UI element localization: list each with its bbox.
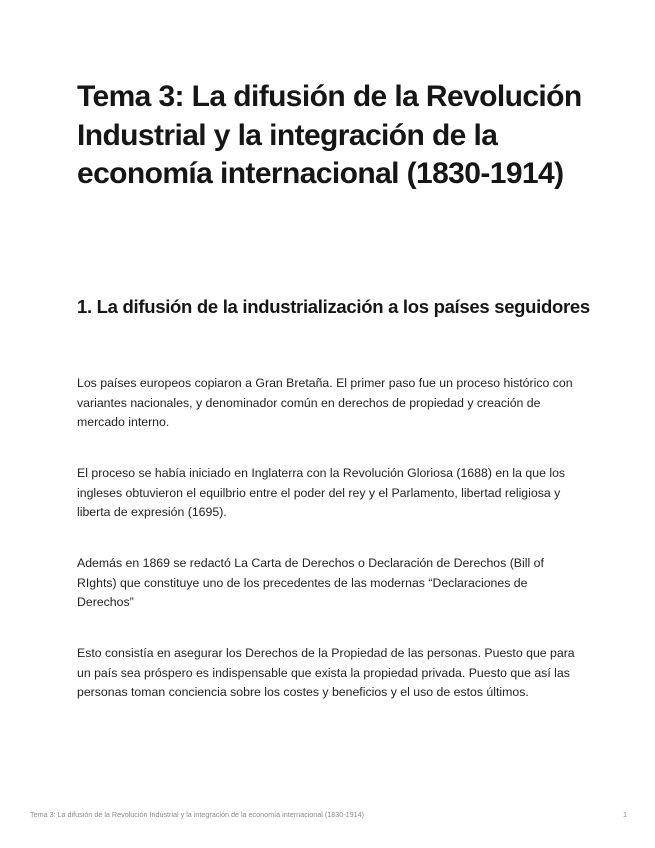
document-title: Tema 3: La difusión de la Revolución Industrial y la integración de la economía internacional (1830-1914) <box>77 80 582 190</box>
paragraph-4: Esto consistía en asegurar los Derechos de la Propiedad de las personas. Puesto que para un país sea próspero es indispensable que exista la propiedad privada. Puesto que así las personas toman conciencia sobre los costes y beneficios y el uso de estos últimos. <box>77 646 575 700</box>
footer-running-title: Tema 3: La difusión de la Revolución Industrial y la integración de la economía internacional (1830-1914) <box>30 809 365 819</box>
page-footer <box>30 808 627 820</box>
section-heading: 1. La difusión de la industrialización a los países seguidores <box>77 296 590 317</box>
paragraph-3: Además en 1869 se redactó La Carta de Derechos o Declaración de Derechos (Bill of RIghts) que constituye uno de los precedentes de las modernas “Declaraciones de Derechos” <box>77 556 544 610</box>
paragraph-2: El proceso se había iniciado en Inglaterra con la Revolución Gloriosa (1688) en la que los ingleses obtuvieron el equilbrio entre el poder del rey y el Parlamento, libertad religiosa y liberta de expresión (1695). <box>77 466 566 520</box>
paragraph-1: Los países europeos copiaron a Gran Bretaña. El primer paso fue un proceso histórico con variantes nacionales, y denominador común en derechos de propiedad y creación de mercado interno. <box>77 376 573 430</box>
page-number: 1 <box>623 809 627 819</box>
